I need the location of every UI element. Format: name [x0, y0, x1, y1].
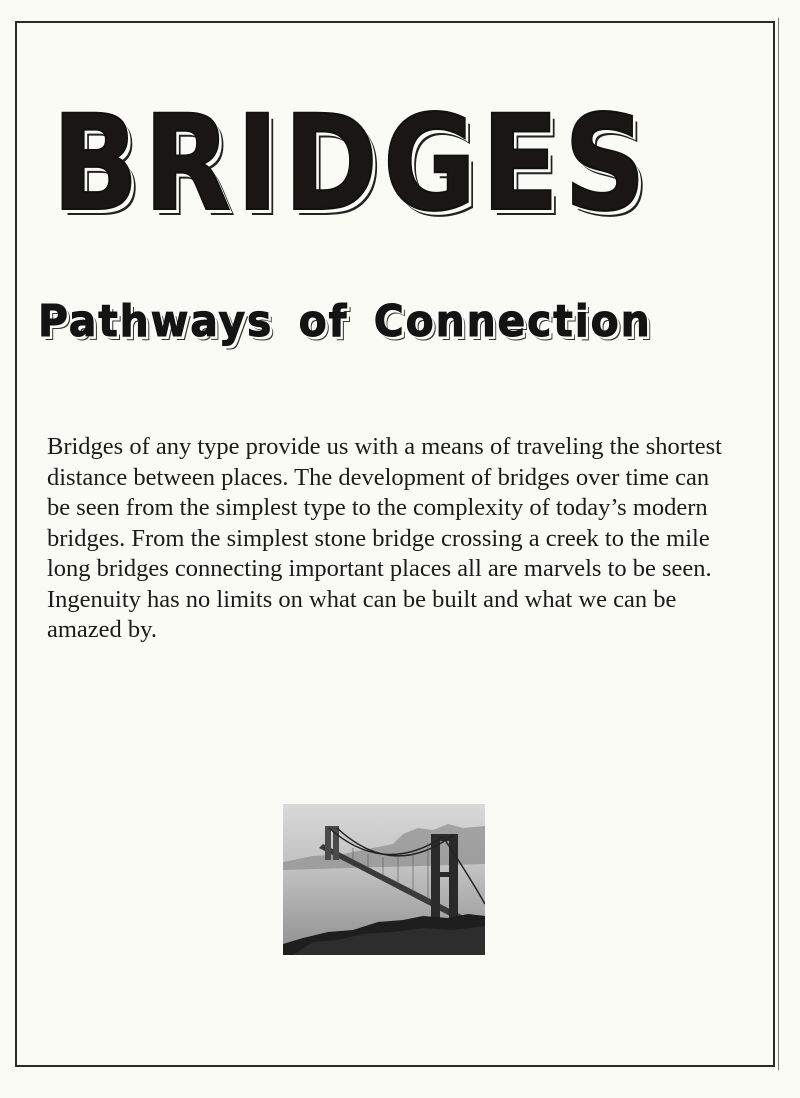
body-paragraph: Bridges of any type provide us with a means of traveling the shortest distance between places. The development of bridges over time can be seen from the simplest type to the complexity of today’s modern bridges. From the simplest stone bridge crossing a creek to the mile long bridges connecting important places all are marvels to be seen. Ingenuity has no limits on what can be built and what we can be amazed by.	[47, 433, 722, 643]
document-title: BRIDGES	[52, 87, 652, 241]
page-border-shadow	[778, 18, 779, 1070]
document-subtitle: Pathways of Connection	[38, 296, 652, 347]
photo-far-tower	[325, 826, 331, 860]
suspension-bridge-photo	[283, 804, 485, 955]
photo-near-tower	[431, 836, 440, 926]
